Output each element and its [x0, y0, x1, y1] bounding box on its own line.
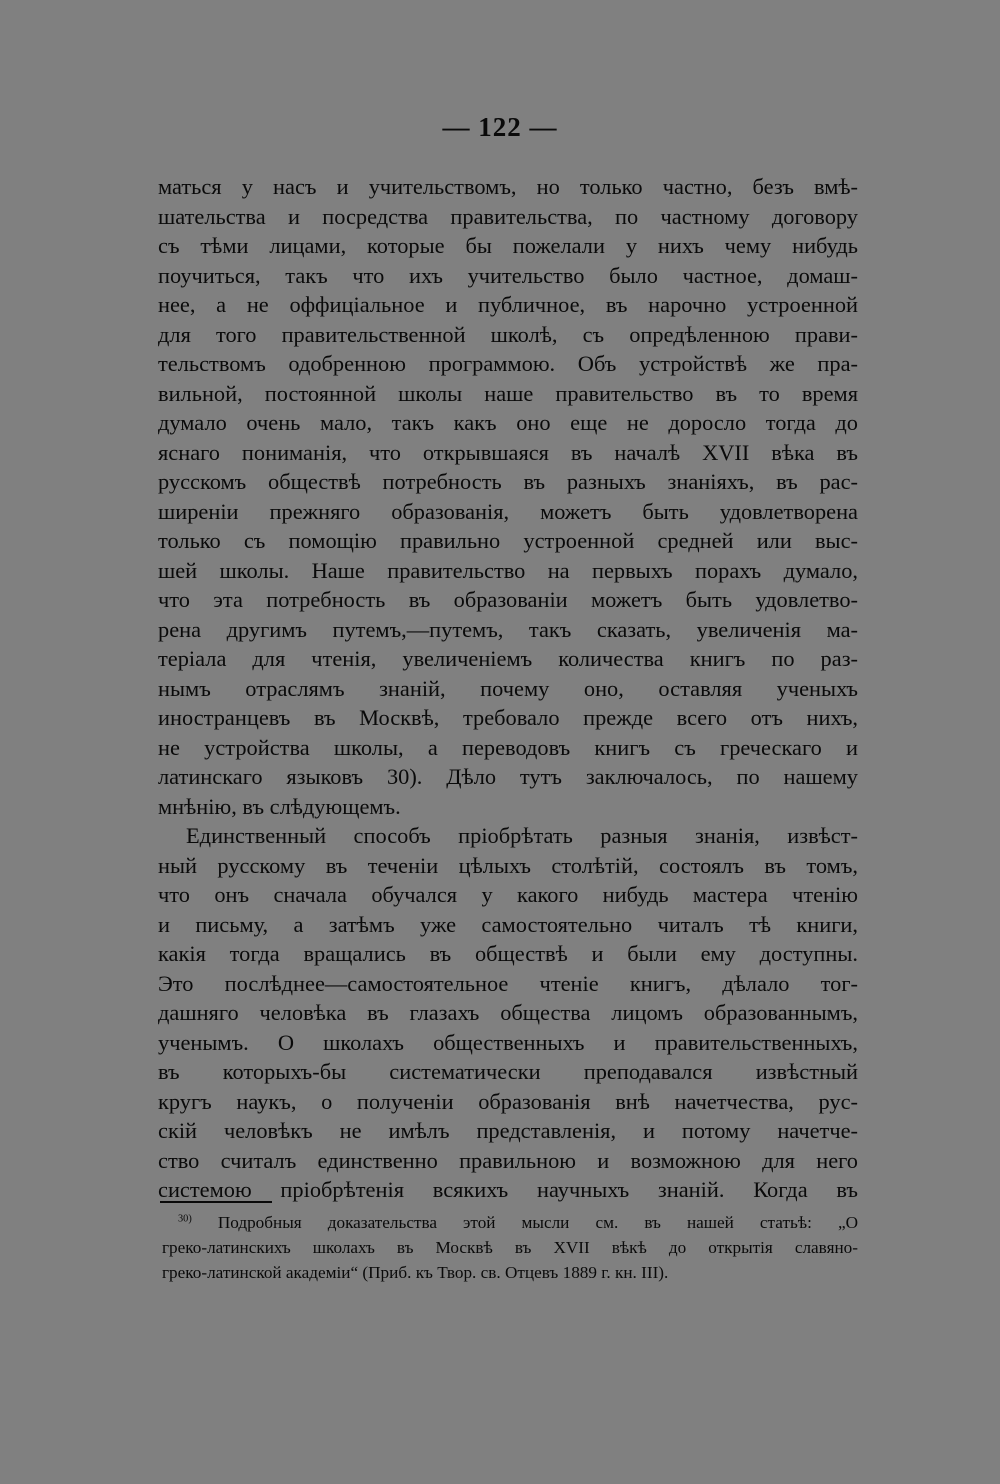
text-line: мнѣнію, въ слѣдующемъ. [158, 793, 401, 819]
text-line: тельствомъ одобренною программою. Объ устройствѣ же пра- [158, 351, 858, 376]
footnote-line: греко-латинской академіи“ (Приб. къ Твор. св. Отцевъ 1889 г. кн. III). [162, 1263, 669, 1282]
text-line: дашняго человѣка въ глазахъ общества лицомъ образованнымъ, [158, 1000, 858, 1025]
text-line: не устройства школы, а переводовъ книгъ съ греческаго и [158, 734, 858, 760]
footnote-line [162, 1210, 858, 1235]
text-line: поучиться, такъ что ихъ учительство было частное, домаш- [158, 262, 858, 288]
text-line: Единственный способъ пріобрѣтать разныя знанія, извѣст- [186, 823, 858, 848]
text-line: ство считалъ единственно правильною и возможною для него [158, 1147, 858, 1173]
footnote-marker: 30) [178, 1213, 192, 1225]
text-line: и письму, а затѣмъ уже самостоятельно читалъ тѣ книги, [158, 911, 858, 937]
text-line: шей школы. Наше правительство на первыхъ порахъ думало, [158, 557, 858, 583]
text-line: нее, а не оффиціальное и публичное, въ нарочно устроенной [158, 292, 858, 317]
text-line: нымъ отраслямъ знаній, почему оно, оставляя ученыхъ [158, 675, 858, 701]
text-line: рена другимъ путемъ,—путемъ, такъ сказать, увеличенія ма- [158, 616, 858, 642]
text-line: ученымъ. О школахъ общественныхъ и правительственныхъ, [158, 1029, 858, 1055]
text-line: съ тѣми лицами, которые бы пожелали у нихъ чему нибудь [158, 233, 858, 258]
text-line: русскомъ обществѣ потребность въ разныхъ знаніяхъ, въ рас- [158, 469, 858, 494]
text-line: Это послѣднее—самостоятельное чтеніе книгъ, дѣлало тог- [158, 970, 858, 996]
footnote-divider [160, 1201, 272, 1203]
text-line: ширеніи прежняго образованія, можетъ быть удовлетворена [158, 498, 858, 524]
text-line: ный русскому въ теченіи цѣлыхъ столѣтій, состоялъ въ томъ, [158, 852, 858, 878]
text-line: иностранцевъ въ Москвѣ, требовало прежде всего отъ нихъ, [158, 705, 858, 730]
text-line: шательства и посредства правительства, по частному договору [158, 203, 858, 229]
text-line: теріала для чтенія, увеличеніемъ количества книгъ по раз- [158, 646, 858, 671]
page-number: — 122 — [442, 112, 558, 142]
text-line: латинскаго языковъ 30). Дѣло тутъ заключалось, по нашему [158, 764, 858, 789]
text-line: что онъ сначала обучался у какого нибудь мастера чтенію [158, 882, 858, 907]
body-text [158, 172, 858, 1205]
footnote [162, 1210, 858, 1285]
footnote-text: Подробныя доказательства этой мысли см. въ нашей статьѣ: „О [217, 1213, 858, 1232]
text-line: скій человѣкъ не имѣлъ представленія, и потому начетче- [158, 1118, 858, 1143]
text-line: яснаго пониманія, что открывшаяся въ началѣ XVII вѣка въ [158, 439, 858, 465]
text-line: кругъ наукъ, о полученіи образованія внѣ начетчества, рус- [158, 1088, 858, 1114]
text-line: думало очень мало, такъ какъ оно еще не доросло тогда до [158, 410, 858, 435]
text-line: вильной, постоянной школы наше правительство въ то время [158, 380, 858, 406]
text-line: системою пріобрѣтенія всякихъ научныхъ знаній. Когда въ [158, 1177, 858, 1202]
text-line: что эта потребность въ образованіи можетъ быть удовлетво- [158, 587, 858, 612]
footnote-line: греко-латинскихъ школахъ въ Москвѣ въ XVII вѣкѣ до открытія славяно- [162, 1238, 858, 1257]
text-line: какія тогда вращались въ обществѣ и были ему доступны. [158, 941, 858, 966]
text-line: для того правительственной школѣ, съ опредѣленною прави- [158, 321, 858, 347]
text-line: въ которыхъ-бы систематически преподавался извѣстный [158, 1059, 858, 1084]
text-line: только съ помощію правильно устроенной средней или выс- [158, 528, 858, 553]
text-line: маться у насъ и учительствомъ, но только частно, безъ вмѣ- [158, 174, 858, 199]
